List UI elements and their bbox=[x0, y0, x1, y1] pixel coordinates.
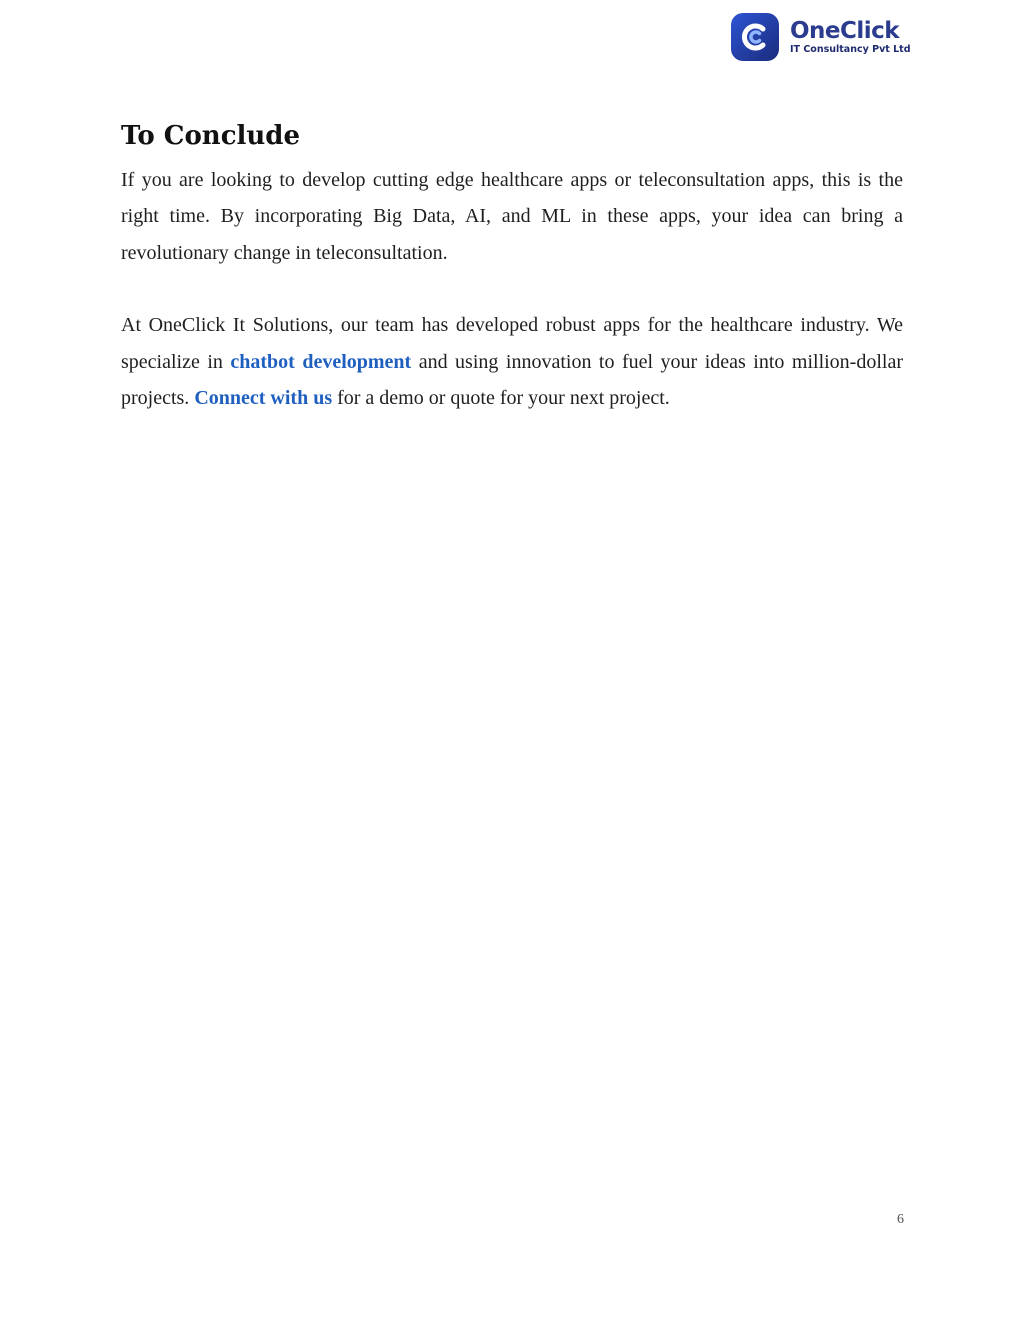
section-heading: To Conclude bbox=[121, 121, 301, 151]
intro-paragraph: If you are looking to develop cutting edge healthcare apps or teleconsultation apps, this is the right time. By incorporating Big Data, AI, and ML in these apps, your idea can bring a revolutionary change in teleconsultation. bbox=[121, 169, 903, 264]
logo-tagline: IT Consultancy Pvt Ltd bbox=[790, 43, 911, 55]
closing-text-part2: and using innovation to fuel your ideas into million-dollar projects. bbox=[121, 350, 903, 410]
company-logo bbox=[730, 11, 911, 63]
closing-text-part3: for a demo or quote for your next project. bbox=[332, 387, 670, 410]
closing-paragraph bbox=[121, 307, 903, 416]
closing-text-part1: At OneClick It Solutions, our team has developed robust apps for the healthcare industry. We specialize in bbox=[121, 314, 903, 373]
page-number: 6 bbox=[897, 1212, 904, 1227]
chatbot-development-link[interactable]: chatbot development bbox=[230, 350, 412, 373]
logo-text bbox=[790, 17, 911, 55]
oneclick-logo-icon bbox=[730, 12, 780, 62]
document-body bbox=[121, 117, 903, 416]
connect-with-us-link[interactable]: Connect with us bbox=[194, 387, 333, 410]
logo-brand-name: OneClick bbox=[790, 17, 900, 44]
